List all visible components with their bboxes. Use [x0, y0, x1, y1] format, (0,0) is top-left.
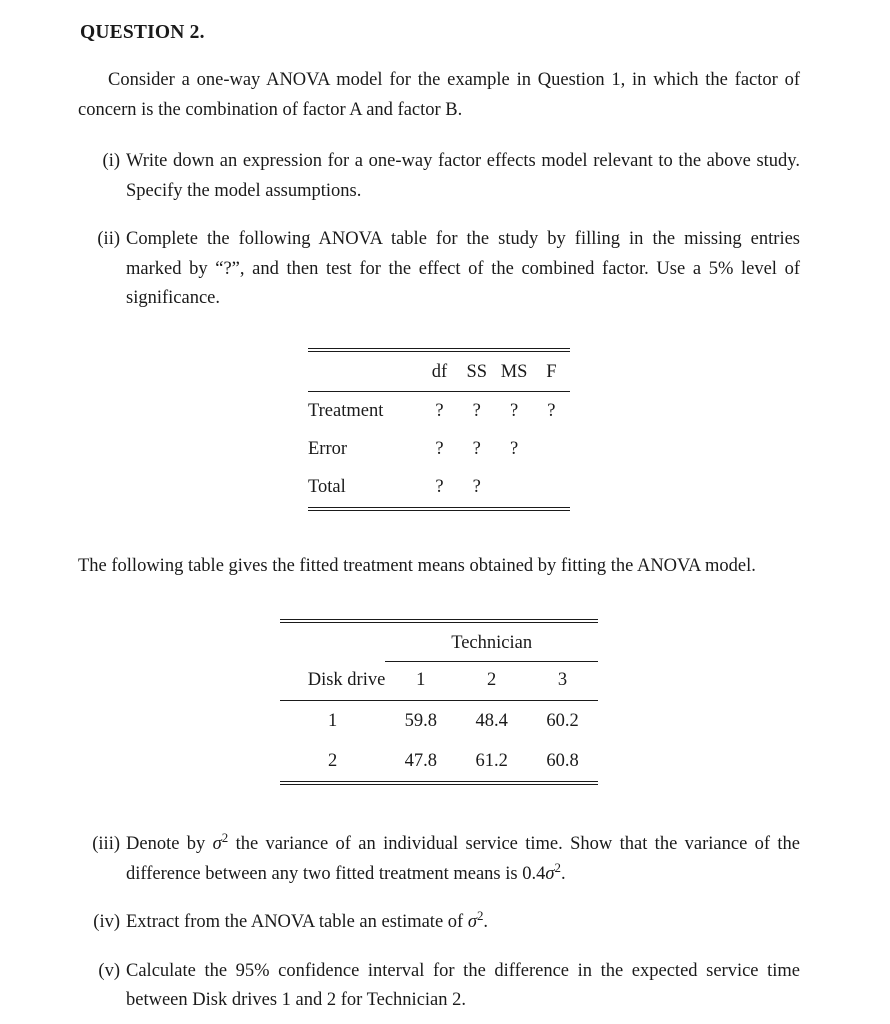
anova-header-ms: MS: [500, 361, 528, 382]
means-toprule-row: [280, 619, 598, 624]
means-cell-d2-t3: 60.8: [546, 750, 579, 771]
list-item-i-text: Write down an expression for a one-way factor effects model relevant to the above study. Specify the model assumptions.: [126, 151, 800, 201]
anova-header-row: [308, 353, 570, 391]
means-table-container: [78, 619, 800, 786]
list-marker-ii: (ii): [97, 229, 120, 249]
means-span-header-technician: Technician: [451, 633, 533, 654]
means-row-label-drive-2: 2: [328, 750, 338, 771]
anova-cell-treatment-ss: ?: [472, 400, 481, 421]
anova-row-label-total: Total: [308, 477, 346, 498]
anova-cell-error-df: ?: [435, 439, 444, 460]
list-item-i: [78, 147, 800, 206]
list-item-v-text: Calculate the 95% confidence interval for the difference in the expected service time between Disk drives 1 and 2 for Technician 2.: [126, 960, 800, 1011]
table-row: [280, 741, 598, 781]
means-bottomrule: [280, 781, 598, 786]
means-col-header-3: 3: [557, 670, 568, 691]
means-cell-d1-t2: 48.4: [475, 710, 508, 731]
sigma-symbol: σ: [212, 834, 222, 855]
anova-cell-treatment-ms: ?: [509, 400, 519, 421]
sigma-symbol: σ: [467, 912, 477, 933]
anova-corner-cell: [308, 353, 421, 391]
list-item-ii: [78, 225, 800, 314]
means-row-header-label: Disk drive: [307, 670, 386, 691]
means-cell-d1-t3: 60.2: [546, 710, 579, 731]
anova-table-container: [78, 348, 800, 512]
anova-bottomrule-row: [308, 507, 570, 512]
anova-header-f: F: [546, 361, 557, 382]
means-toprule: [280, 619, 598, 624]
anova-cell-error-f: [533, 430, 570, 468]
sigma-exponent: 2: [554, 859, 561, 875]
list-marker-iv: (iv): [93, 912, 120, 933]
means-span-header-row: [280, 624, 598, 661]
anova-header-df: df: [431, 361, 448, 382]
means-col-header-2: 2: [487, 670, 497, 691]
anova-cell-treatment-df: ?: [435, 400, 444, 421]
intro-paragraph: Consider a one-way ANOVA model for the example in Question 1, in which the factor of concern is the combination of factor A and factor B.: [78, 70, 800, 120]
list-item-iv: [78, 908, 800, 938]
means-span-corner: [280, 624, 385, 661]
anova-cell-total-ss: ?: [472, 477, 481, 498]
anova-cell-error-ss: ?: [472, 439, 481, 460]
list-marker-i: (i): [102, 151, 120, 171]
list-marker-iii: (iii): [92, 834, 120, 855]
means-row-label-drive-1: 1: [328, 710, 338, 731]
fitted-means-table: [280, 619, 598, 786]
question-parts-list-top: [78, 147, 800, 314]
list-item-iv-text-b: .: [483, 912, 489, 933]
anova-cell-total-f: [533, 468, 570, 506]
means-cell-d2-t1: 47.8: [404, 750, 437, 771]
page-title: QUESTION 2.: [80, 22, 205, 43]
list-item-iv-text-a: Extract from the ANOVA table an estimate of: [126, 912, 464, 933]
table-row: [308, 392, 570, 430]
anova-toprule-row: [308, 348, 570, 353]
anova-header-ss: SS: [466, 361, 488, 382]
sigma-exponent: 2: [221, 829, 229, 845]
question-parts-list-bottom: [78, 830, 800, 1016]
anova-table: [308, 348, 570, 512]
anova-cell-treatment-f: ?: [547, 400, 556, 421]
list-marker-v: (v): [98, 960, 120, 981]
means-cell-d2-t2: 61.2: [475, 750, 508, 771]
anova-bottomrule: [308, 507, 570, 512]
list-item-v: [78, 957, 800, 1016]
means-bottomrule-row: [280, 781, 598, 786]
table-row: [308, 468, 570, 506]
anova-row-label-treatment: Treatment: [308, 400, 384, 421]
anova-cell-total-df: ?: [435, 477, 444, 498]
list-item-iii: [78, 830, 800, 889]
means-intro-paragraph: The following table gives the fitted treatment means obtained by fitting the ANOVA model.: [78, 555, 756, 576]
anova-row-label-error: Error: [308, 439, 348, 460]
means-header-row: [280, 662, 598, 699]
sigma-symbol: σ: [545, 863, 555, 884]
table-row: [280, 701, 598, 741]
anova-cell-error-ms: ?: [509, 439, 519, 460]
anova-cell-total-ms: [495, 468, 532, 506]
table-row: [308, 430, 570, 468]
anova-toprule: [308, 348, 570, 353]
list-item-iii-text-a: Denote by: [126, 834, 206, 855]
list-item-iii-text-c: .: [560, 863, 566, 884]
list-item-ii-text: Complete the following ANOVA table for the study by filling in the missing entries marked by “?”, and then test for the effect of the combined factor. Use a 5% level of significance.: [126, 229, 800, 308]
means-cell-d1-t1: 59.8: [404, 710, 437, 731]
list-item-iii-text-b: the variance of an individual service time. Show that the variance of the difference between any two fitted treatment means is 0.4: [126, 834, 800, 884]
sigma-exponent: 2: [476, 907, 484, 923]
means-col-header-1: 1: [416, 670, 426, 691]
